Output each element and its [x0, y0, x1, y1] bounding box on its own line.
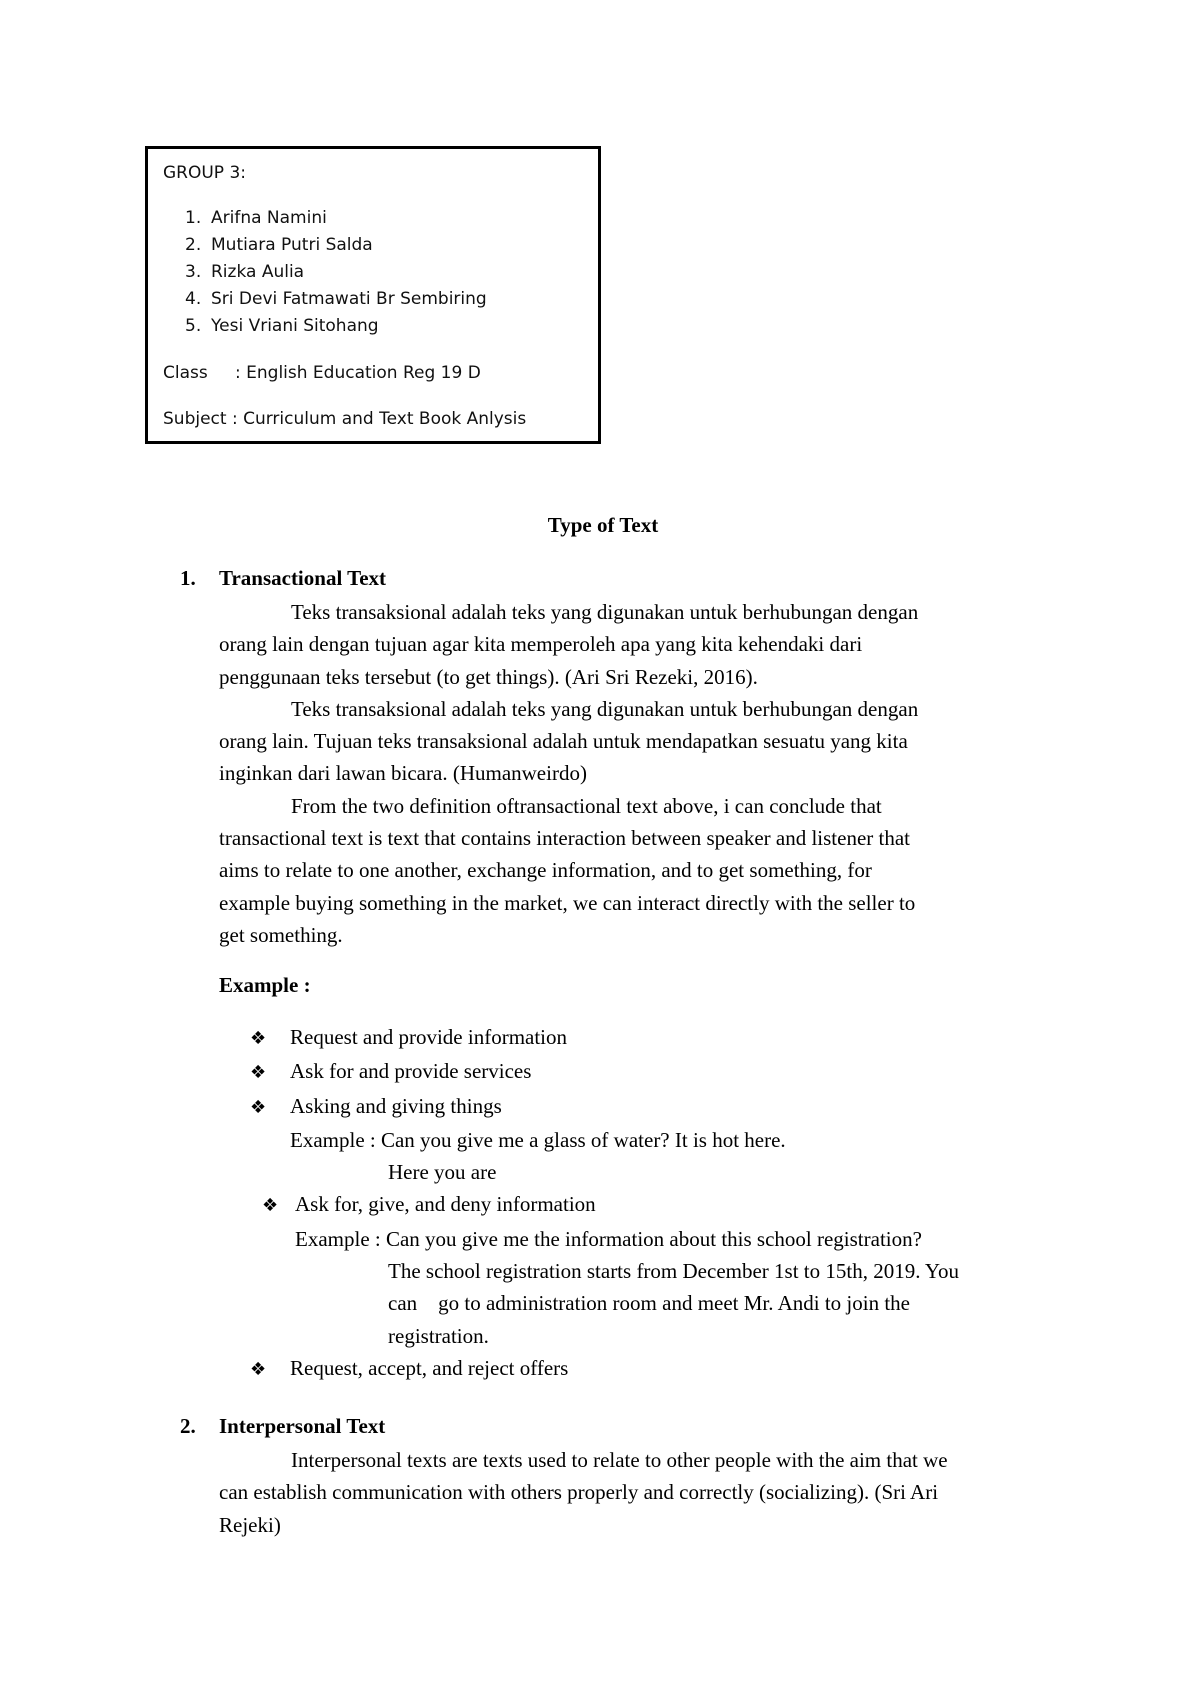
class-label: Class — [163, 363, 208, 383]
list-item — [163, 313, 487, 340]
list-item — [250, 1055, 959, 1089]
text-line: orang lain dengan tujuan agar kita memperoleh apa yang kita kehendaki dari — [219, 632, 863, 657]
bullet-text: Request, accept, and reject offers — [290, 1355, 569, 1380]
list-item — [250, 1188, 959, 1222]
group-info-box — [145, 146, 601, 444]
member-list — [163, 205, 487, 340]
text-line: Rejeki) — [219, 1512, 281, 1537]
group-title: GROUP 3: — [163, 163, 247, 183]
paragraph — [219, 1444, 1079, 1541]
diamond-bullet-icon: ❖ — [250, 1096, 267, 1118]
list-item — [250, 1021, 959, 1055]
text-line: example buying something in the market, we can interact directly with the seller to — [219, 890, 916, 915]
list-item — [163, 232, 487, 259]
example-line: can go to administration room and meet Mr. Andi to join the — [388, 1291, 911, 1316]
text-line: Interpersonal texts are texts used to relate to other people with the aim that we — [291, 1448, 948, 1472]
example-line: Here you are — [388, 1160, 497, 1185]
class-value: : English Education Reg 19 D — [235, 363, 481, 383]
example-label: Example : — [219, 973, 311, 997]
subject-value: : Curriculum and Text Book Anlysis — [231, 409, 527, 429]
example-line: registration. — [388, 1323, 489, 1348]
example-line: The school registration starts from December 1st to 15th, 2019. You — [388, 1259, 959, 1284]
text-line: From the two definition oftransactional text above, i can conclude that — [291, 793, 882, 818]
text-line: transactional text is text that contains interaction between speaker and listener that — [219, 826, 911, 851]
member-name: Yesi Vriani Sitohang — [211, 316, 379, 336]
text-line: Teks transaksional adalah teks yang digunakan untuk berhubungan dengan — [291, 600, 919, 624]
list-item — [163, 205, 487, 232]
member-name: Mutiara Putri Salda — [211, 235, 373, 255]
bullet-text: Asking and giving things — [290, 1093, 502, 1118]
paragraph — [219, 596, 1079, 951]
bullet-text: Ask for and provide services — [290, 1059, 532, 1084]
section-title: Interpersonal Text — [219, 1414, 386, 1438]
section-number: 1. — [180, 566, 196, 590]
text-line: can establish communication with others properly and correctly (socializing). (Sri Ari — [219, 1480, 939, 1505]
class-row — [163, 363, 481, 383]
text-line: get something. — [219, 922, 343, 947]
text-line: Teks transaksional adalah teks yang digunakan untuk berhubungan dengan — [291, 696, 919, 721]
text-line: inginkan dari lawan bicara. (Humanweirdo) — [219, 761, 587, 786]
member-number: 2. — [185, 235, 202, 255]
list-item — [250, 1352, 959, 1386]
example-line: Example : Can you give me a glass of water? It is hot here. — [290, 1127, 786, 1152]
subject-row — [163, 409, 526, 429]
text-line: orang lain. Tujuan teks transaksional adalah untuk mendapatkan sesuatu yang kita — [219, 729, 908, 754]
page-title: Type of Text — [547, 513, 659, 537]
text-line: penggunaan teks tersebut (to get things). (Ari Sri Rezeki, 2016). — [219, 664, 758, 689]
section-number: 2. — [180, 1414, 196, 1438]
example-line: Example : Can you give me the information about this school registration? — [295, 1226, 922, 1251]
diamond-bullet-icon: ❖ — [250, 1062, 267, 1084]
section-title: Transactional Text — [219, 566, 387, 590]
list-item — [163, 286, 487, 313]
member-name: Arifna Namini — [211, 208, 327, 228]
text-line: aims to relate to one another, exchange information, and to get something, for — [219, 858, 872, 883]
member-number: 4. — [185, 289, 202, 309]
list-item — [250, 1090, 959, 1124]
member-number: 1. — [185, 208, 202, 228]
diamond-bullet-icon: ❖ — [250, 1028, 267, 1049]
subject-label: Subject — [163, 409, 227, 429]
diamond-bullet-icon: ❖ — [250, 1358, 267, 1380]
bullet-text: Ask for, give, and deny information — [295, 1192, 596, 1217]
member-name: Rizka Aulia — [211, 262, 305, 282]
section-heading — [180, 566, 386, 591]
example-list — [250, 1021, 959, 1386]
member-name: Sri Devi Fatmawati Br Sembiring — [211, 289, 487, 309]
member-number: 5. — [185, 316, 202, 336]
member-number: 3. — [185, 262, 202, 282]
bullet-text: Request and provide information — [290, 1025, 568, 1049]
section-heading — [180, 1414, 385, 1439]
diamond-bullet-icon: ❖ — [262, 1195, 279, 1217]
list-item — [163, 259, 487, 286]
